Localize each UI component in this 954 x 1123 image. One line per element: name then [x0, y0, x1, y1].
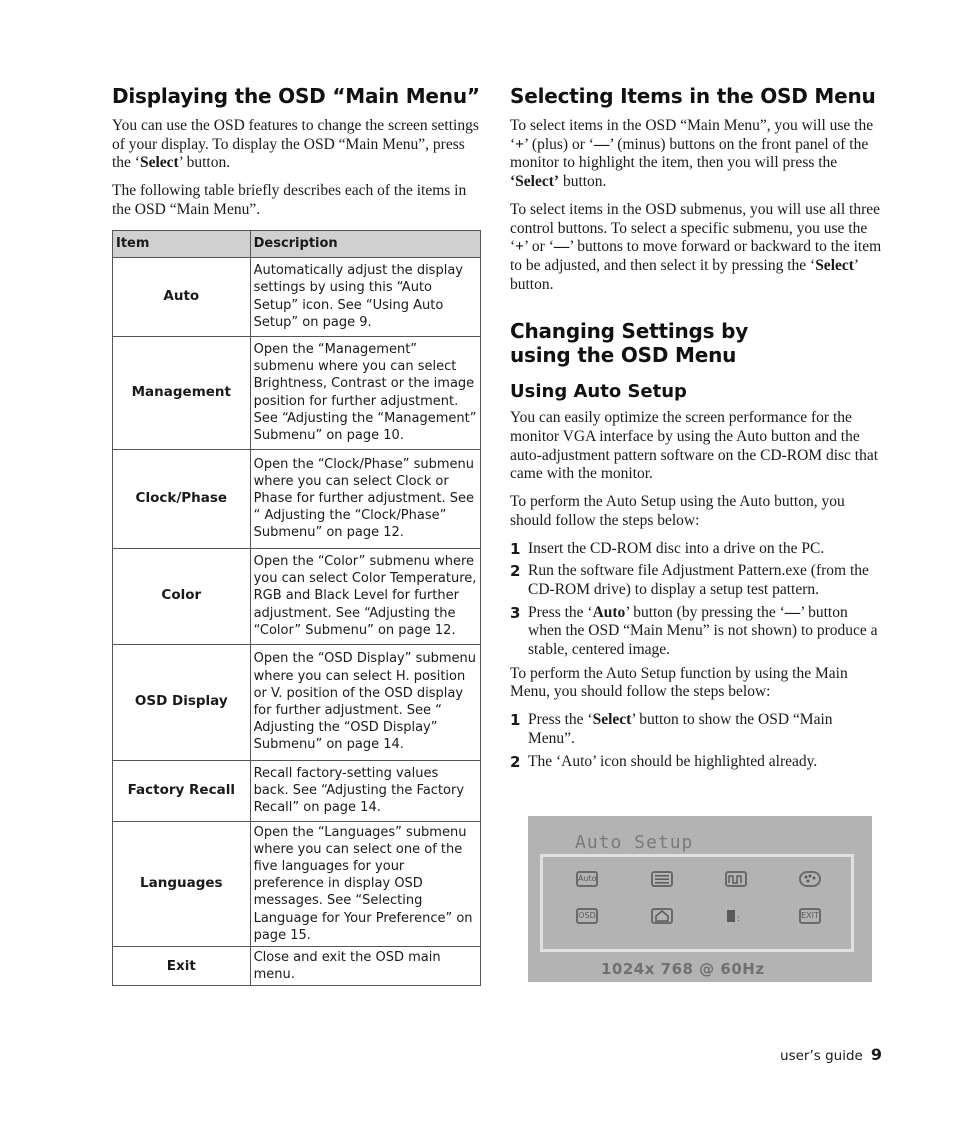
- p2-text-b: ’ or ‘: [524, 238, 554, 256]
- auto-icon: [576, 871, 598, 887]
- table-cell-item: Management: [113, 336, 251, 449]
- table-row: [113, 644, 481, 760]
- intro-text-a: You can use the OSD features to change the screen settings of your display. To display the OSD “Main Menu”, press the ‘: [112, 117, 479, 172]
- p1-text-d: button.: [559, 173, 607, 191]
- auto-setup-paragraph: You can easily optimize the screen performance for the monitor VGA interface by using the Auto button and the auto-adjustment pattern software on the CD-ROM disc that came with the monitor.: [510, 409, 879, 483]
- step-number: 2: [510, 562, 521, 581]
- step-number: 1: [510, 539, 521, 558]
- table-cell-item: Languages: [113, 821, 251, 946]
- auto-icon-label: Auto: [578, 874, 597, 883]
- factory-recall-icon-glyph: [653, 910, 671, 922]
- p1-text-a: To select items in the OSD “Main Menu”, you will use the ‘: [510, 117, 874, 153]
- languages-icon-glyph: [725, 908, 747, 924]
- step-number: 3: [510, 603, 521, 622]
- table-row: [113, 449, 481, 548]
- p2-text-d: ’ button.: [510, 256, 858, 293]
- selecting-paragraph-1: [510, 117, 882, 192]
- exit-icon-label: EXIT: [801, 911, 819, 920]
- table-cell-desc: Open the “Clock/Phase” submenu where you can select Clock or Phase for further adjustment. See “ Adjusting the “Clock/Phase” Submenu” on page 12.: [250, 449, 480, 548]
- color-icon: [799, 871, 821, 887]
- select-bold: Select: [815, 256, 854, 274]
- table-cell-desc: Automatically adjust the display settings by using this “Auto Setup” icon. See “Using Auto Setup” on page 9.: [250, 257, 480, 336]
- table-header-row: [113, 230, 481, 257]
- table-cell-item: Factory Recall: [113, 760, 251, 821]
- table-row: [113, 946, 481, 985]
- table-row: [113, 821, 481, 946]
- step-text: Run the software file Adjustment Pattern.exe (from the CD-ROM drive) to display a setup test pattern.: [528, 562, 869, 598]
- plus-symbol: +: [515, 238, 525, 256]
- table-header-item: Item: [113, 230, 251, 257]
- languages-icon: [725, 908, 747, 924]
- main-menu-steps: [510, 711, 882, 771]
- clock-phase-icon: [725, 871, 747, 887]
- table-cell-item: Auto: [113, 257, 251, 336]
- osd-display-icon: [576, 908, 598, 924]
- table-row: [113, 548, 481, 644]
- plus-symbol: +: [515, 135, 525, 153]
- step-number: 1: [510, 711, 521, 730]
- minus-symbol: —: [593, 135, 610, 153]
- minus-symbol: —: [784, 603, 801, 621]
- table-cell-desc: Open the “Color” submenu where you can select Color Temperature, RGB and Black Level for further adjustment. See “Adjusting the “Color” Submenu” on page 12.: [250, 548, 480, 644]
- changing-settings-line2: using the OSD Menu: [510, 343, 737, 368]
- table-row: [113, 760, 481, 821]
- right-column: [510, 84, 882, 776]
- step-number: 2: [510, 752, 521, 771]
- table-cell-desc: Recall factory-setting values back. See “Adjusting the Factory Recall” on page 14.: [250, 760, 480, 821]
- auto-button-paragraph: To perform the Auto Setup using the Auto button, you should follow the steps below:: [510, 493, 845, 529]
- page-footer: [780, 1045, 882, 1064]
- osd-resolution: 1024x 768 @ 60Hz: [601, 960, 765, 978]
- intro-text-b: ’ button.: [178, 154, 231, 172]
- changing-settings-line1: Changing Settings by: [510, 319, 749, 344]
- list-item: [510, 753, 882, 772]
- p2-text-a: To select items in the OSD submenus, you will use all three control buttons. To select a specific submenu, you use the ‘: [510, 200, 880, 256]
- management-icon: [651, 871, 673, 887]
- select-bold: ‘Select’: [510, 173, 560, 191]
- table-cell-item: Exit: [113, 946, 251, 985]
- color-icon-glyph: [801, 873, 819, 885]
- osd-menu-table: [112, 230, 481, 987]
- table-cell-desc: Open the “OSD Display” submenu where you can select H. position or V. position of the OSD display for further adjustment. See “ Adjusting the “OSD Display” Submenu” on page 14.: [250, 644, 480, 760]
- auto-setup-subheading: Using Auto Setup: [510, 381, 687, 403]
- step-text: Press the ‘: [528, 711, 593, 729]
- osd-icon-label: OSD: [578, 911, 596, 920]
- selecting-paragraph-2: [510, 201, 882, 295]
- step-text: ’ button when the OSD “Main Menu” is not shown) to produce a stable, centered image.: [528, 603, 878, 659]
- p2-text-c: ’ buttons to move forward or backward to the item to be adjusted, and then select it by pressing the ‘: [510, 238, 882, 274]
- step-text: Press the ‘: [528, 603, 593, 621]
- table-cell-desc: Open the “Languages” submenu where you can select one of the five languages for your preference in display OSD messages. See “Selecting Language for Your Preference” on page 15.: [250, 821, 480, 946]
- p1-text-b: ’ (plus) or ‘: [524, 135, 594, 153]
- table-intro-paragraph: The following table briefly describes each of the items in the OSD “Main Menu”.: [112, 182, 467, 218]
- management-icon-glyph: [653, 873, 671, 885]
- step-text: ’ button (by pressing the ‘: [625, 603, 785, 621]
- exit-icon: [799, 908, 821, 924]
- step-text: The ‘Auto’ icon should be highlighted already.: [528, 752, 818, 770]
- osd-title: Auto Setup: [575, 832, 694, 853]
- minus-symbol: —: [553, 238, 570, 256]
- osd-auto-setup-screenshot: [528, 816, 872, 982]
- auto-button-steps: [510, 540, 882, 660]
- list-item: [510, 540, 882, 559]
- clock-phase-icon-glyph: [727, 873, 745, 885]
- select-bold: Select: [592, 711, 632, 729]
- changing-settings-heading: [510, 319, 882, 367]
- auto-bold: Auto: [592, 603, 626, 621]
- main-menu-heading: Displaying the OSD “Main Menu”: [112, 84, 480, 108]
- left-column: [112, 84, 482, 986]
- step-text: ’ button to show the OSD “Main Menu”.: [528, 711, 833, 747]
- osd-highlight-frame: [540, 854, 854, 952]
- table-cell-desc: Open the “Management” submenu where you can select Brightness, Contrast or the image position for further adjustment. See “Adjusting the “Management” Submenu” on page 10.: [250, 336, 480, 449]
- table-cell-desc: Close and exit the OSD main menu.: [250, 946, 480, 985]
- table-cell-item: Clock/Phase: [113, 449, 251, 548]
- list-item: [510, 604, 882, 660]
- svg-text::: :: [737, 914, 741, 924]
- table-row: [113, 257, 481, 336]
- intro-select-bold: Select: [139, 154, 179, 172]
- page-number: 9: [870, 1045, 882, 1064]
- intro-paragraph: [112, 117, 482, 173]
- table-row: [113, 336, 481, 449]
- table-cell-item: OSD Display: [113, 644, 251, 760]
- factory-recall-icon: [651, 908, 673, 924]
- footer-label: user’s guide: [780, 1048, 863, 1064]
- selecting-items-heading: Selecting Items in the OSD Menu: [510, 84, 876, 108]
- list-item: [510, 562, 882, 599]
- table-header-description: Description: [250, 230, 480, 257]
- list-item: [510, 711, 882, 748]
- step-text: Insert the CD-ROM disc into a drive on the PC.: [528, 539, 825, 557]
- main-menu-setup-paragraph: To perform the Auto Setup function by using the Main Menu, you should follow the steps below:: [510, 664, 848, 701]
- table-cell-item: Color: [113, 548, 251, 644]
- p1-text-c: ’ (minus) buttons on the front panel of the monitor to highlight the item, then you will press the: [510, 135, 869, 172]
